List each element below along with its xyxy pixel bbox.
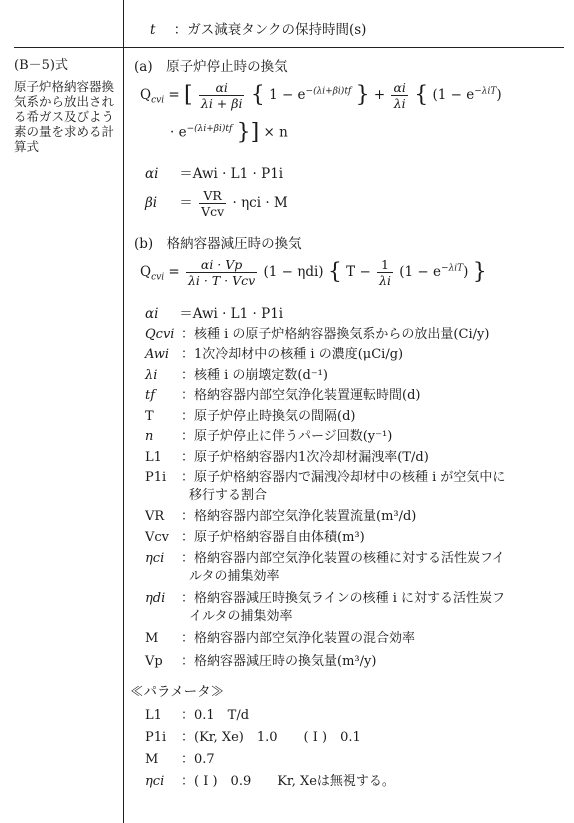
beta-a-lhs: βi [145, 195, 158, 211]
beta-a-den: Vcv [201, 204, 225, 219]
alpha-b-rhs: ＝Awi · L1 · P1i [179, 306, 284, 322]
beta-a-tail: · ηci · M [232, 195, 288, 211]
def-symbol: L1 [145, 450, 162, 465]
eq-b-lhs: Q [140, 264, 152, 280]
def-symbol: Qcvi [145, 327, 175, 342]
equation-b [140, 257, 487, 288]
eq-b-tail-close: ) [463, 264, 469, 280]
section-a-heading: (a) 原子炉停止時の換気 [134, 59, 288, 75]
equation-a-line2 [170, 122, 288, 144]
param-value: ：(Kr, Xe) 1.0 ( I ) 0.1 [181, 730, 361, 745]
row-divider [14, 47, 564, 48]
eq-a-term1: 1 − e [269, 87, 306, 103]
param-value: ：( I ) 0.9 Kr, Xeは無視する。 [181, 774, 395, 789]
column-divider [123, 0, 124, 823]
parameter-row [145, 770, 395, 789]
param-symbol: P1i [145, 730, 167, 745]
eq-a-lhs: Q [140, 87, 152, 103]
param-symbol: L1 [145, 708, 162, 723]
def-symbol: λi [145, 368, 158, 383]
def-description: ：原子炉格納容器自由体積(m³) [181, 530, 365, 545]
def-description: ：格納容器内部空気浄化装置の混合効率 [181, 631, 416, 646]
eq-a-bracket-close: ] [250, 120, 260, 145]
eq-b-brace-open: { [327, 259, 342, 285]
def-description: ：格納容器減圧時換気ラインの核種 i に対する活性炭フ [181, 591, 506, 606]
eq-b-brace-t: T − [346, 264, 371, 280]
eq-a-term2-exp: −λiT [474, 86, 497, 97]
definition-row [145, 505, 416, 524]
definition-row-continued [145, 605, 292, 624]
eq-a-bracket-open: [ [184, 82, 193, 108]
eq-a-line2-tail: × n [263, 124, 288, 141]
def-symbol: n [145, 429, 154, 444]
alpha-a-rhs: ＝Awi · L1 · P1i [179, 166, 284, 182]
eq-a-equals: = [168, 87, 180, 103]
def-description: ：1次冷却材中の核種 i の濃度(μCi/g) [181, 347, 404, 362]
formula-caption: 原子炉格納容器換気系から放出される希ガス及びよう素の量を求める計算式 [14, 79, 115, 154]
eq-a-lhs-sub: cvi [151, 95, 165, 106]
alpha-b-lhs: αi [145, 306, 159, 322]
eq-a-frac1 [199, 80, 245, 111]
def-symbol: tf [145, 388, 156, 403]
symbol-t: t [150, 22, 156, 38]
definition-row [145, 323, 489, 342]
def-symbol: Vp [145, 654, 163, 669]
def-description: ：原子炉停止に伴うパージ回数(y⁻¹) [181, 429, 393, 444]
definition-row-continued [145, 565, 279, 584]
top-row [150, 18, 366, 38]
eq-a-plus: + [373, 87, 386, 103]
eq-b-mid: (1 − ηdi) [263, 264, 324, 280]
eq-a-frac1-num: αi [199, 80, 245, 96]
eq-b-frac1-num: αi · Vp [186, 257, 257, 273]
param-value: ：0.7 [181, 752, 215, 767]
eq-a-term1-exp: −(λi+βi)tf [305, 86, 352, 97]
definition-row [145, 446, 429, 465]
eq-b-lhs-sub: cvi [151, 272, 165, 283]
def-symbol: Awi [145, 347, 170, 362]
eq-b-frac1-den: λi · T · Vcv [188, 273, 256, 288]
definition-row [145, 425, 392, 444]
def-description: ：核種 i の原子炉格納容器換気系からの放出量(Ci/y) [181, 327, 490, 342]
beta-a-line [145, 188, 288, 219]
eq-a-term2: (1 − e [432, 87, 475, 103]
formula-label [14, 54, 118, 154]
eq-a-brace-close2: } [236, 120, 251, 145]
parameter-row [145, 704, 249, 723]
definition-row [145, 405, 355, 424]
definition-row [145, 526, 365, 545]
definition-row [145, 466, 505, 485]
param-symbol: M [145, 752, 159, 767]
parameter-row [145, 726, 361, 745]
def-description: ：核種 i の崩壊定数(d⁻¹) [181, 368, 328, 383]
definition-row [145, 343, 403, 362]
beta-a-num: VR [199, 188, 226, 204]
eq-a-line2-base: · e [170, 124, 187, 141]
def-description: ：原子炉格納容器内で漏洩冷却材中の核種 i が空気中に [181, 470, 506, 485]
eq-a-line2-exp: −(λi+βi)tf [186, 124, 233, 134]
eq-a-frac2-num: αi [393, 80, 406, 95]
equation-a-line1 [140, 80, 502, 111]
alpha-a-line [145, 162, 283, 182]
alpha-b-line [145, 302, 283, 322]
eq-a-brace-open2: { [414, 82, 429, 108]
eq-b-frac2-num: 1 [377, 257, 393, 273]
eq-b-frac2-den: λi [379, 273, 391, 288]
formula-id: (B－5)式 [14, 58, 68, 73]
def-description: ：格納容器減圧時の換気量(m³/y) [181, 654, 377, 669]
def-description: イルタの捕集効率 [189, 609, 293, 624]
eq-b-tail: (1 − e [399, 264, 442, 280]
definition-row [145, 364, 328, 383]
def-description: 移行する割合 [189, 488, 268, 503]
parameter-row [145, 748, 215, 767]
eq-b-frac1 [186, 257, 257, 288]
eq-b-equals: = [168, 264, 180, 280]
def-description: ：格納容器内部空気浄化装置運転時間(d) [181, 388, 421, 403]
def-description: ：原子炉格納容器内1次冷却材漏洩率(T/d) [181, 450, 429, 465]
def-description: ルタの捕集効率 [189, 569, 280, 584]
def-description: ：格納容器内部空気浄化装置流量(m³/d) [181, 509, 417, 524]
param-symbol: ηci [145, 774, 165, 789]
param-value: ：0.1 T/d [181, 708, 250, 723]
eq-a-brace-close1: } [355, 82, 370, 108]
definition-row-continued [145, 484, 267, 503]
eq-a-term2-close: ) [496, 87, 502, 103]
definition-row [145, 650, 376, 669]
definition-row [145, 587, 505, 606]
parameters-heading: ≪パラメータ≫ [130, 684, 225, 700]
section-b-heading: (b) 格納容器減圧時の換気 [134, 236, 302, 252]
def-description: ：原子炉停止時換気の間隔(d) [181, 409, 356, 424]
eq-b-tail-exp: −λiT [441, 263, 464, 274]
definition-row [145, 547, 505, 566]
def-symbol: M [145, 631, 159, 646]
eq-b-frac2 [377, 257, 393, 288]
def-symbol: P1i [145, 470, 167, 485]
def-symbol: ηci [145, 551, 165, 566]
eq-a-frac2 [391, 80, 407, 111]
eq-a-brace-open1: { [250, 82, 265, 108]
def-symbol: VR [145, 509, 165, 524]
def-symbol: ηdi [145, 591, 166, 606]
eq-a-frac1-den: λi + βi [200, 96, 243, 111]
symbol-t-description: ：ガス減衰タンクの保持時間(s) [173, 22, 367, 38]
beta-a-eq: ＝ [179, 195, 193, 211]
def-symbol: Vcv [145, 530, 170, 545]
beta-a-frac [199, 188, 226, 219]
eq-b-brace-close: } [472, 259, 487, 285]
alpha-a-lhs: αi [145, 166, 159, 182]
eq-a-frac2-den: λi [393, 96, 406, 111]
def-description: ：格納容器内部空気浄化装置の核種に対する活性炭フイ [181, 551, 505, 566]
definition-row [145, 384, 420, 403]
def-symbol: T [145, 409, 154, 424]
definition-row [145, 627, 415, 646]
